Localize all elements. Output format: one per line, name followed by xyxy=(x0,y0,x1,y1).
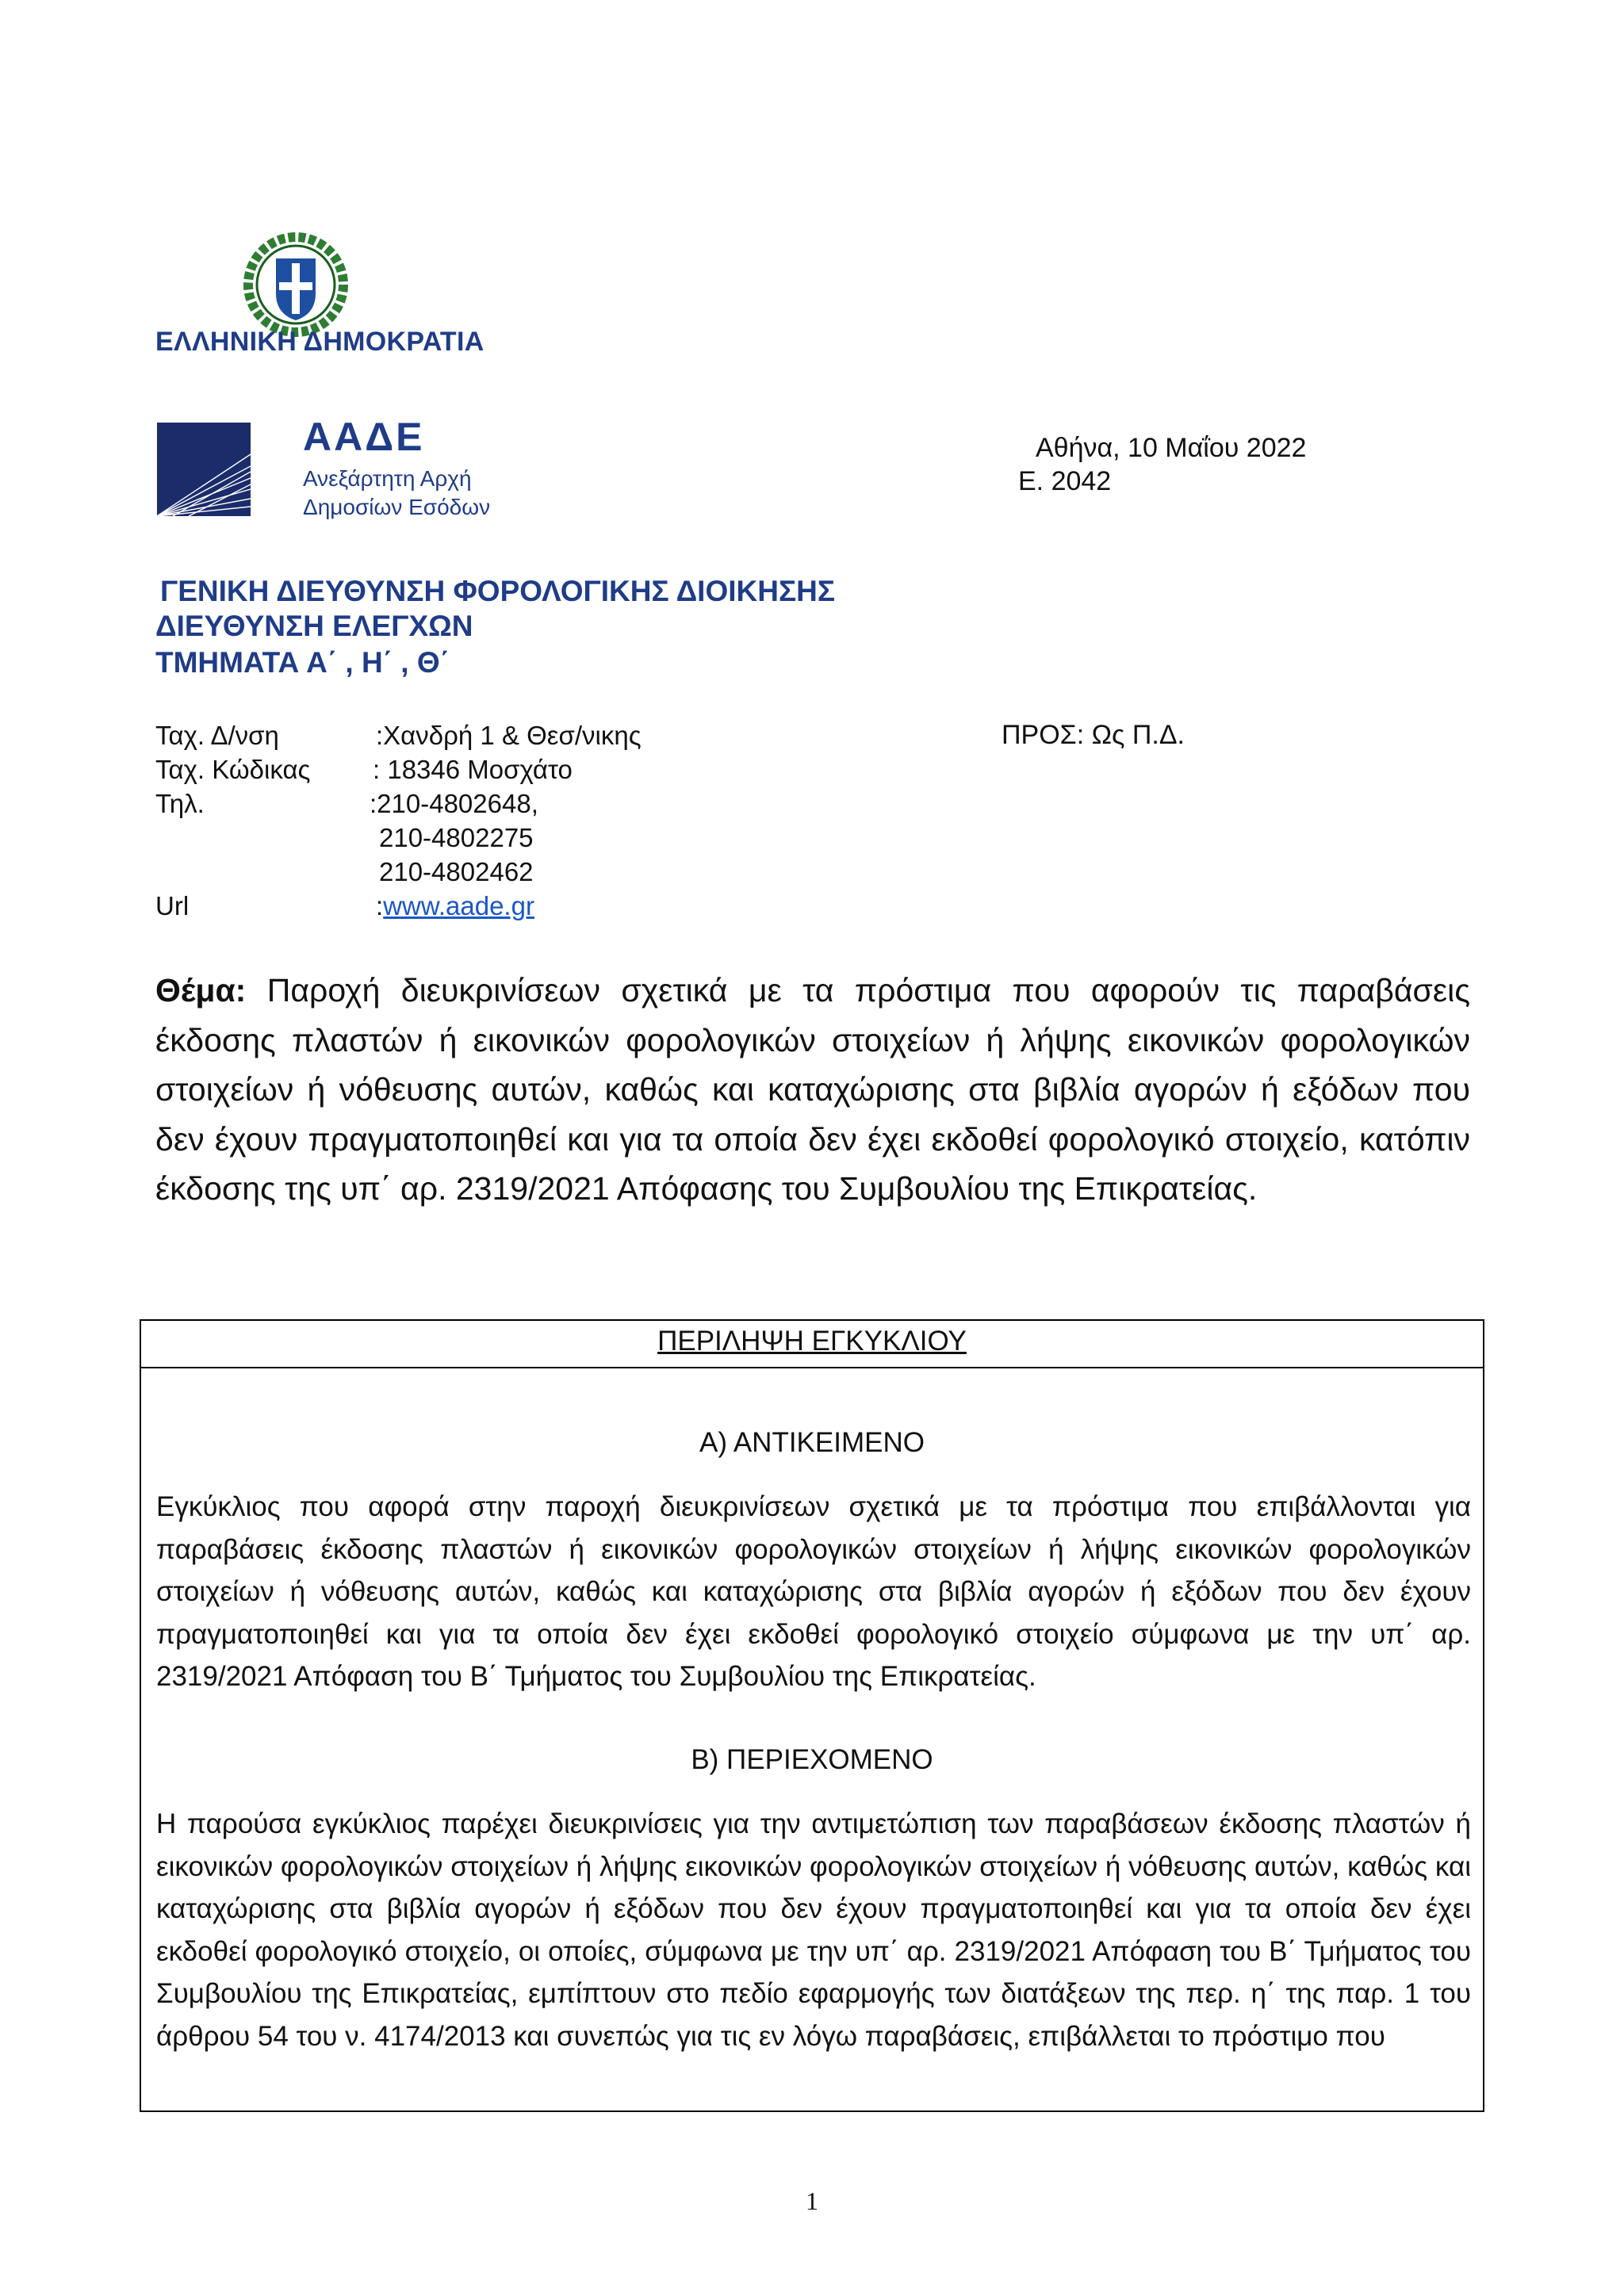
url-row xyxy=(376,889,534,923)
phone-1: :210-4802648, xyxy=(370,789,538,818)
postcode-label: Ταχ. Κώδικας xyxy=(155,755,311,784)
greek-emblem-icon xyxy=(243,232,349,338)
street-value: :Χανδρή 1 & Θεσ/νικης xyxy=(376,721,642,750)
phone-label: Τηλ. xyxy=(155,789,205,818)
aade-logo-icon xyxy=(157,423,251,516)
protocol-number: Ε. 2042 xyxy=(1018,466,1112,496)
street-label: Ταχ. Δ/νση xyxy=(155,721,279,750)
agency-name-line2: Δημοσίων Εσόδων xyxy=(303,495,491,519)
subject-label: Θέμα: xyxy=(155,972,247,1008)
postcode-value: : 18346 Μοσχάτο xyxy=(373,755,573,784)
directorate: ΔΙΕΥΘΥΝΣΗ ΕΛΕΓΧΩΝ xyxy=(155,610,473,642)
departments: ΤΜΗΜΑΤΑ Α΄ , Η΄ , Θ΄ xyxy=(155,646,450,679)
summary-title: ΠΕΡΙΛΗΨΗ ΕΓΚΥΚΛΙΟΥ xyxy=(657,1326,967,1357)
section-b-text: Η παρούσα εγκύκλιος παρέχει διευκρινίσεις για την αντιμετώπιση των παραβάσεων έκδοσης πλαστών ή εικονικών φορολογικών στοιχείων ή λήψης εικονικών φορολογικών στοιχείων ή νόθευσης αυτών, καθώς και καταχώρισης στα βιβλία αγορών ή εξόδων που δεν έχουν πραγματοποιηθεί και για τα οποία δεν έχει εκδοθεί φορολογικό στοιχείο, οι οποίες, σύμφωνα με την υπ΄ αρ. 2319/2021 Απόφαση του Β΄ Τμήματος του Συμβουλίου της Επικρατείας, εμπίπτουν στο πεδίο εφαρμογής των διατάξεων της περ. η΄ της παρ. 1 του άρθρου 54 του ν. 4174/2013 και συνεπώς για τις εν λόγω παραβάσεις, επιβάλλεται το πρόστιμο που xyxy=(156,1808,1471,2052)
page-number: 1 xyxy=(806,2187,818,2215)
summary-box xyxy=(140,1319,1484,2112)
subject-text: Παροχή διευκρινίσεων σχετικά με τα πρόστιμα που αφορούν τις παραβάσεις έκδοσης πλαστών ή εικονικών φορολογικών στοιχείων ή λήψης εικονικών φορολογικών στοιχείων ή νόθευσης αυτών, καθώς και καταχώρισης στα βιβλία αγορών ή εξόδων που δεν έχουν πραγματοποιηθεί και για τα οποία δεν έχει εκδοθεί φορολογικό στοιχείο, κατόπιν έκδοσης της υπ΄ αρ. 2319/2021 Απόφασης του Συμβουλίου της Επικρατείας. xyxy=(155,972,1470,1207)
url-prefix: : xyxy=(376,891,384,920)
summary-title-row xyxy=(141,1321,1483,1368)
subject-paragraph xyxy=(155,966,1470,1214)
recipient: ΠΡΟΣ: Ως Π.Δ. xyxy=(1002,720,1185,750)
general-directorate: ΓΕΝΙΚΗ ΔΙΕΥΘΥΝΣΗ ΦΟΡΟΛΟΓΙΚΗΣ ΔΙΟΙΚΗΣΗΣ xyxy=(160,575,836,607)
section-b-title: Β) ΠΕΡΙΕΧΟΜΕΝΟ xyxy=(691,1744,933,1775)
phone-2: 210-4802275 xyxy=(379,823,534,852)
agency-name-line1: Ανεξάρτητη Αρχή xyxy=(303,466,472,491)
agency-abbreviation: ΑΑΔΕ xyxy=(303,415,425,459)
url-label: Url xyxy=(155,891,190,920)
section-a-text: Εγκύκλιος που αφορά στην παροχή διευκρινίσεων σχετικά με τα πρόστιμα που επιβάλλονται για παραβάσεις έκδοσης πλαστών ή εικονικών φορολογικών στοιχείων ή λήψης εικονικών φορολογικών στοιχείων ή νόθευσης αυτών, καθώς και καταχώρισης στα βιβλία αγορών ή εξόδων που δεν έχουν πραγματοποιηθεί και για τα οποία δεν έχει εκδοθεί φορολογικό στοιχείο σύμφωνα με την υπ΄ αρ. 2319/2021 Απόφαση του Β΄ Τμήματος του Συμβουλίου της Επικρατείας. xyxy=(156,1491,1471,1692)
section-a-title: Α) ΑΝΤΙΚΕΙΜΕΝΟ xyxy=(699,1427,925,1458)
website-link[interactable]: www.aade.gr xyxy=(383,891,534,920)
phone-3: 210-4802462 xyxy=(379,857,534,886)
republic-title: ΕΛΛΗΝΙΚΗ ΔΗΜΟΚΡΑΤΙΑ xyxy=(155,327,485,357)
document-date: Αθήνα, 10 Μαΐου 2022 xyxy=(1036,433,1307,463)
